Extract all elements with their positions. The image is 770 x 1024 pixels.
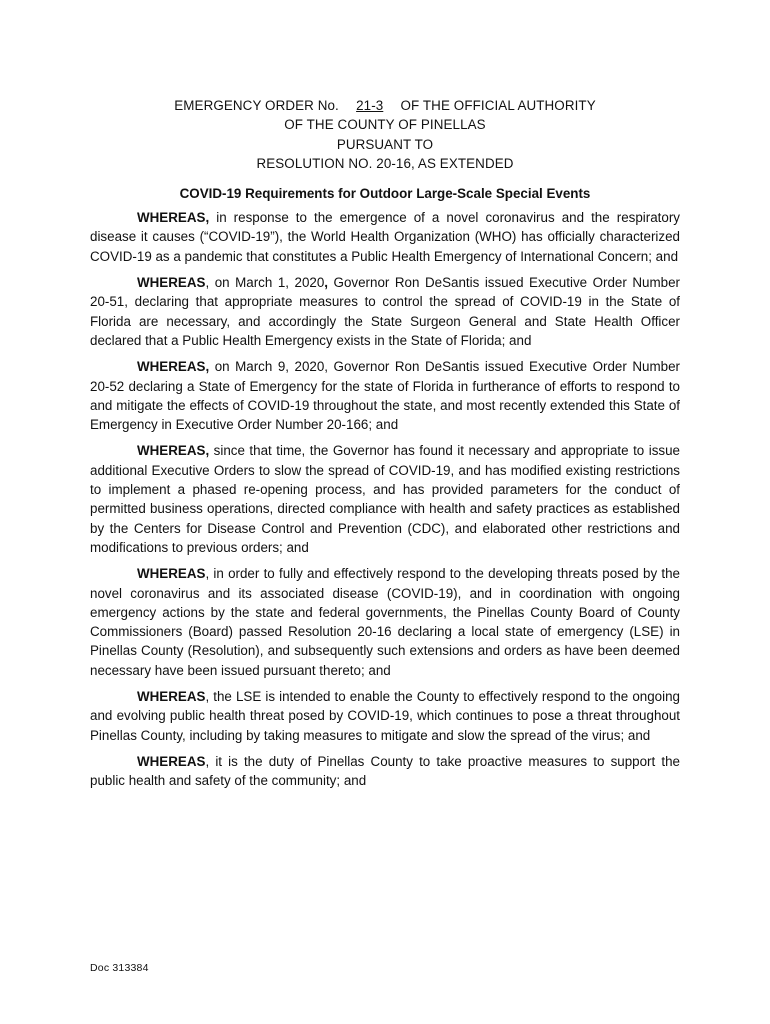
- header-line-1: [90, 96, 680, 115]
- paragraph-text: , the LSE is intended to enable the County to effectively respond to the ongoing and evolving public health threat posed by COVID-19, which continues to pose a threat throughout Pinellas County, including by taking measures to mitigate and slow the spread of the virus; and: [90, 689, 680, 743]
- whereas-lead: WHEREAS,: [137, 210, 210, 226]
- header-line-3: PURSUANT TO: [336, 136, 434, 152]
- whereas-paragraph: [90, 687, 680, 745]
- whereas-lead: WHEREAS,: [137, 443, 210, 459]
- paragraph-text: , on March 1, 2020: [205, 275, 325, 291]
- header-order-prefix: EMERGENCY ORDER No.: [174, 98, 339, 113]
- whereas-lead: WHEREAS: [137, 689, 206, 705]
- whereas-lead: WHEREAS: [137, 753, 206, 769]
- paragraph-text: , in order to fully and effectively respond to the developing threats posed by the novel coronavirus and its associated disease (COVID-19), and in coordination with ongoing emergency actions by the state and federal governments, the Pinellas County Board of County Commissioners (Board) passed Resolution 20-16 declaring a local state of emergency (LSE) in Pinellas County (Resolution), and subsequently such extensions and orders as have been deemed necessary have been issued pursuant thereto; and: [90, 566, 680, 678]
- paragraph-text: since that time, the Governor has found it necessary and appropriate to issue additional Executive Orders to slow the spread of COVID-19, and has modified existing restrictions to implement a phased re-opening process, and has provided parameters for the conduct of permitted business operations, directed compliance with health and safety practices as established by the Centers for Disease Control and Prevention (CDC), and elaborated other restrictions and modifications to previous orders; and: [90, 443, 680, 555]
- order-header: [90, 96, 680, 173]
- whereas-paragraph: [90, 752, 680, 791]
- header-line-4: RESOLUTION NO. 20-16, AS EXTENDED: [256, 155, 514, 171]
- order-number: 21-3: [356, 98, 384, 113]
- whereas-paragraph: [90, 357, 680, 434]
- whereas-lead: WHEREAS: [137, 275, 206, 291]
- whereas-paragraph: [90, 208, 680, 266]
- whereas-lead: WHEREAS: [137, 566, 206, 582]
- paragraph-text: Governor Ron DeSantis issued Executive Order Number 20-51, declaring that appropriate measures to control the spread of COVID-19 in the State of Florida are necessary, and accordingly the State Surgeon General and State Health Officer declared that a Public Health Emergency exists in the State of Florida; and: [90, 275, 680, 348]
- document-page: [90, 96, 680, 791]
- header-line-2: OF THE COUNTY OF PINELLAS: [284, 117, 486, 133]
- bold-comma: ,: [324, 275, 329, 291]
- paragraph-text: on March 9, 2020, Governor Ron DeSantis issued Executive Order Number 20-52 declaring a State of Emergency for the state of Florida in furtherance of efforts to respond to and mitigate the effects of COVID-19 throughout the state, and most recently extended this State of Emergency in Executive Order Number 20-166; and: [90, 359, 680, 433]
- whereas-paragraph: [90, 564, 680, 680]
- document-title: COVID-19 Requirements for Outdoor Large-Scale Special Events: [179, 186, 591, 202]
- header-authority: OF THE OFFICIAL AUTHORITY: [400, 98, 596, 113]
- paragraph-text: , it is the duty of Pinellas County to take proactive measures to support the public health and safety of the community; and: [90, 753, 680, 789]
- whereas-paragraph: [90, 273, 680, 350]
- paragraph-text: in response to the emergence of a novel coronavirus and the respiratory disease it causes (“COVID-19”), the World Health Organization (WHO) has officially characterized COVID-19 as a pandemic that constitutes a Public Health Emergency of International Concern; and: [90, 210, 680, 264]
- whereas-lead: WHEREAS,: [137, 359, 210, 375]
- document-footer: Doc 313384: [90, 962, 149, 974]
- whereas-paragraph: [90, 441, 680, 557]
